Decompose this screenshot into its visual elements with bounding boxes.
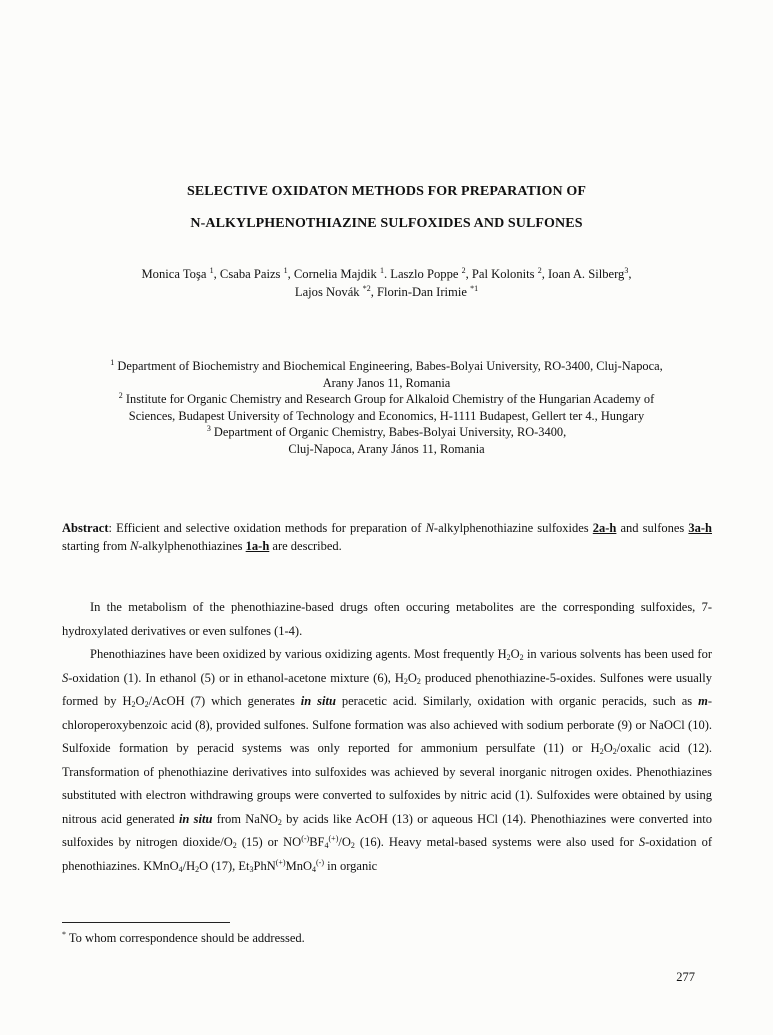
author-name: Florin-Dan Irimie bbox=[377, 285, 467, 299]
paragraph-2 bbox=[62, 643, 712, 878]
text-run: from NaNO bbox=[212, 811, 278, 826]
subscript: 2 bbox=[350, 841, 355, 850]
affiliation-2 bbox=[40, 391, 733, 424]
title-line-1: SELECTIVE OXIDATON METHODS FOR PREPARATION OF bbox=[186, 184, 586, 199]
affiliation-mark: 3 bbox=[624, 266, 629, 275]
affiliation-text: Department of Biochemistry and Biochemical Engineering, Babes-Bolyai University, RO-3400, Cluj-Napoca, bbox=[117, 359, 663, 373]
author-name: Ioan A. Silberg bbox=[547, 267, 625, 281]
compound-ref: 2a-h bbox=[592, 521, 617, 535]
text-run: peracetic acid. Similarly, oxidation with organic peracids, such as bbox=[335, 694, 699, 708]
footnote bbox=[62, 930, 305, 946]
subscript: 3 bbox=[249, 864, 254, 874]
affiliation-mark: 3 bbox=[206, 424, 211, 433]
text-run: /O bbox=[338, 835, 351, 849]
text-run: /AcOH (7) which generates bbox=[148, 694, 301, 708]
subscript: 2 bbox=[277, 817, 282, 827]
text-run: O bbox=[603, 741, 613, 755]
text-run: in organic bbox=[323, 858, 378, 873]
author-name: Pal Kolonits bbox=[471, 267, 535, 281]
page-number: 277 bbox=[676, 970, 695, 984]
subscript: 2 bbox=[416, 676, 421, 686]
affiliation-mark: *2 bbox=[362, 284, 371, 293]
text-run: -oxidation of phenothiazines. KMnO bbox=[62, 835, 712, 873]
body-text bbox=[62, 596, 712, 878]
author-list bbox=[60, 265, 713, 301]
abstract-text: and sulfones bbox=[616, 521, 689, 535]
affiliation-mark: 2 bbox=[537, 266, 542, 275]
italic-run: in situ bbox=[178, 811, 213, 826]
abstract-text: -alkylphenothiazines bbox=[138, 539, 246, 553]
text-run: O bbox=[407, 670, 417, 685]
text-run: O (17), Et bbox=[199, 858, 250, 873]
text-run: /oxalic acid (12). Transformation of phenothiazine derivatives into sulfoxides was achieved by several inorganic nitrogen oxides. Phenothiazines substituted with electron withdrawing groups were converted to sulfoxides by nitric acid (1). Sulfoxides were obtained by using nitrous acid generated bbox=[62, 741, 713, 826]
affiliation-mark: 1 bbox=[110, 358, 115, 367]
text-run: /H bbox=[182, 858, 196, 873]
author-line-2: Lajos Novák $^{*2}$, Florin-Dan Irimie $^{*1}$ bbox=[294, 284, 479, 299]
abstract-text: are described. bbox=[269, 539, 342, 553]
subscript: 4 bbox=[311, 864, 316, 874]
superscript: (-) bbox=[301, 834, 310, 843]
compound-ref: 1a-h bbox=[245, 539, 270, 553]
affiliation-list bbox=[40, 358, 733, 457]
affiliation-text: Department of Organic Chemistry, Babes-Bolyai University, RO-3400, bbox=[213, 425, 567, 439]
affiliation-mark: 1 bbox=[379, 266, 384, 275]
affiliation-mark: 1 bbox=[209, 266, 214, 275]
affiliation-3 bbox=[40, 424, 733, 457]
abstract-text: starting from bbox=[62, 539, 131, 553]
abstract-italic: N bbox=[130, 539, 139, 553]
author-name: Lajos Novák bbox=[294, 285, 360, 299]
subscript: 2 bbox=[195, 864, 200, 874]
subscript: 2 bbox=[506, 653, 511, 662]
italic-run: in situ bbox=[300, 694, 336, 708]
text-run: O bbox=[135, 694, 145, 708]
abstract-text: : Efficient and selective oxidation methods for preparation of bbox=[108, 521, 426, 535]
subscript: 2 bbox=[612, 747, 617, 756]
text-run: -chloroperoxybenzoic acid (8), provided sulfones. Sulfone formation was also achieved with sodium perborate (9) or NaOCl (10). Sulfoxide formation by peracid systems was only reported for ammonium persulfate (11) or H bbox=[62, 694, 712, 755]
subscript: 2 bbox=[519, 653, 524, 662]
affiliation-mark: 2 bbox=[461, 266, 466, 275]
affiliation-mark: *1 bbox=[470, 284, 479, 293]
italic-run: m bbox=[698, 694, 708, 708]
author-name: Monica Toşa bbox=[141, 267, 207, 281]
subscript: 2 bbox=[131, 700, 136, 709]
affiliation-text: Cluj-Napoca, Arany János 11, Romania bbox=[288, 441, 485, 456]
text-run: produced phenothiazine-5-oxides. Sulfones were usually formed by H bbox=[62, 670, 712, 708]
abstract-text: -alkylphenothiazine sulfoxides bbox=[433, 521, 593, 535]
affiliation-text: Institute for Organic Chemistry and Research Group for Alkaloid Chemistry of the Hungarian Academy of bbox=[125, 392, 655, 406]
text-run: BF bbox=[309, 835, 325, 849]
subscript: 2 bbox=[599, 747, 604, 756]
text-run: -oxidation (1). In ethanol (5) or in ethanol-acetone mixture (6), H bbox=[68, 670, 404, 685]
text-run: MnO bbox=[285, 858, 312, 873]
text-run: (16). Heavy metal-based systems were also used for bbox=[354, 835, 639, 849]
subscript: 4 bbox=[324, 841, 329, 850]
footnote-text: To whom correspondence should be addressed. bbox=[68, 931, 305, 945]
footnote-mark: * bbox=[62, 930, 66, 939]
subscript: 4 bbox=[178, 864, 183, 874]
affiliation-text: Sciences, Budapest University of Technology and Economics, H-1111 Budapest, Gellert ter 4., Hungary bbox=[128, 408, 645, 423]
superscript: (+) bbox=[328, 834, 339, 843]
italic-run: S bbox=[62, 670, 69, 685]
affiliation-mark: 1 bbox=[283, 266, 288, 275]
text-run: in various solvents has been used for bbox=[523, 647, 712, 661]
subscript: 2 bbox=[403, 676, 408, 686]
abstract bbox=[62, 519, 712, 555]
footnote-divider bbox=[62, 922, 230, 923]
italic-run: S bbox=[638, 835, 646, 849]
compound-ref: 3a-h bbox=[688, 521, 713, 535]
subscript: 2 bbox=[144, 700, 149, 709]
author-name: Csaba Paizs bbox=[219, 267, 281, 281]
paper-title bbox=[60, 176, 713, 240]
text-run: O bbox=[510, 647, 520, 661]
author-name: Cornelia Majdik bbox=[293, 267, 377, 281]
title-line-2: N-ALKYLPHENOTHIAZINE SULFOXIDES AND SULFONES bbox=[190, 216, 583, 231]
author-line-1: Monica Toşa $^1$, Csaba Paizs $^1$, Cornelia Majdik $^1$. Laszlo Poppe $^2$, Pal Kolonits $^2$, Ioan A. Silberg$^3$, bbox=[141, 266, 632, 281]
superscript: (-) bbox=[315, 857, 324, 867]
abstract-italic: N bbox=[425, 521, 434, 535]
superscript: (+) bbox=[275, 857, 286, 867]
paragraph-1: In the metabolism of the phenothiazine-based drugs often occuring metabolites are the corresponding sulfoxides, 7-hydroxylated derivatives or even sulfones (1-4). bbox=[62, 600, 712, 638]
affiliation-mark: 2 bbox=[118, 391, 123, 400]
text-run: (15) or NO bbox=[236, 835, 302, 849]
affiliation-1 bbox=[40, 358, 733, 391]
text-run: by acids like AcOH (13) or aqueous HCl (14). Phenothiazines were converted into sulfoxides by nitrogen dioxide/O bbox=[62, 811, 713, 849]
subscript: 2 bbox=[232, 841, 237, 850]
abstract-label: Abstract bbox=[62, 521, 109, 535]
affiliation-text: Arany Janos 11, Romania bbox=[322, 375, 451, 390]
text-run: PhN bbox=[253, 858, 276, 873]
author-name: Laszlo Poppe bbox=[390, 267, 459, 281]
text-run: Phenothiazines have been oxidized by various oxidizing agents. Most frequently H bbox=[90, 647, 507, 661]
